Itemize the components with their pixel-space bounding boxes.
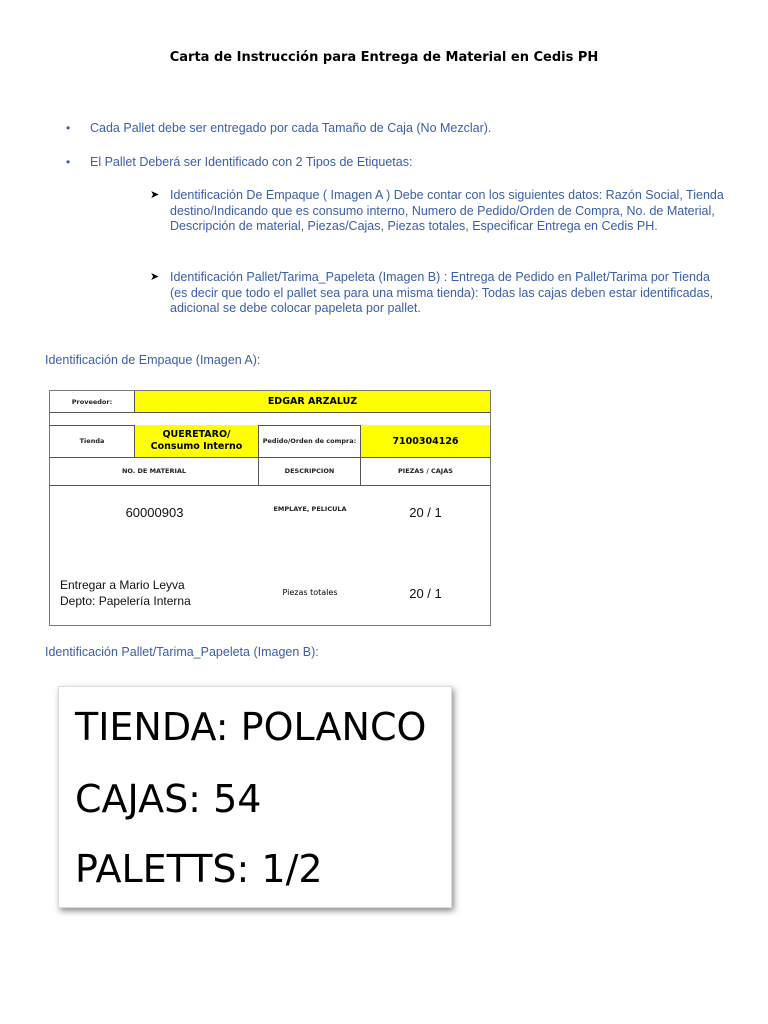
spacer-row [50, 412, 490, 426]
image-a-heading: Identificación de Empaque (Imagen A): [45, 353, 261, 367]
pallet-label-cajas: CAJAS: 54 [75, 777, 262, 821]
material-description: EMPLAYE, PELICULA [273, 505, 347, 513]
pallet-label-tienda: TIENDA: POLANCO [75, 705, 427, 749]
col-material-header: NO. DE MATERIAL [50, 457, 259, 485]
col-piezas-header: PIEZAS / CAJAS [398, 467, 453, 475]
pallet-label-image-b [58, 686, 452, 908]
piezas-cajas: 20 / 1 [409, 505, 442, 520]
proveedor-value: EDGAR ARZALUZ [135, 391, 490, 412]
delivery-note-line: Depto: Papelería Interna [60, 594, 191, 608]
sub-bullet-item [150, 270, 730, 317]
pedido-label: Pedido/Orden de compra: [259, 425, 361, 457]
tienda-value [135, 425, 259, 457]
column-header-row [50, 457, 490, 486]
tienda-value-line: QUERETARO/ [162, 429, 231, 440]
bullet-item: • El Pallet Deberá ser Identificado con 2 Tipos de Etiquetas: [60, 154, 412, 170]
piezas-totales-value: 20 / 1 [409, 586, 442, 601]
tienda-row [50, 425, 490, 458]
proveedor-label: Proveedor: [50, 391, 135, 412]
piezas-totales-label: Piezas totales [282, 588, 338, 597]
bullet-item: • Cada Pallet debe ser entregado por cada Tamaño de Caja (No Mezclar). [60, 120, 491, 136]
delivery-note [60, 577, 191, 609]
arrow-bullet-icon: ➤ [150, 189, 160, 201]
sub-bullet-item [150, 188, 730, 235]
image-b-heading: Identificación Pallet/Tarima_Papeleta (Imagen B): [45, 645, 319, 659]
packaging-label-image-a [49, 390, 491, 626]
col-descripcion-header: DESCRIPCION [259, 457, 361, 485]
sub-bullet-text: Identificación De Empaque ( Imagen A ) Debe contar con los siguientes datos: Razón Social, Tienda destino/Indicando que es consumo interno, Numero de Pedido/Orden de Compra, No. de Material, Descripción de material, Piezas/Cajas, Piezas totales, Especificar Entrega en Cedis PH. [170, 188, 724, 233]
arrow-bullet-icon: ➤ [150, 271, 160, 283]
page-title: Carta de Instrucción para Entrega de Material en Cedis PH [169, 50, 599, 65]
delivery-note-line: Entregar a Mario Leyva [60, 578, 185, 592]
material-number: 60000903 [125, 505, 184, 520]
pedido-value: 7100304126 [361, 425, 490, 457]
sub-bullet-text: Identificación Pallet/Tarima_Papeleta (Imagen B) : Entrega de Pedido en Pallet/Tarima por Tienda (es decir que todo el pallet sea para una misma tienda): Todas las cajas deben estar identificadas, adicional se debe colocar papeleta por pallet. [170, 270, 714, 315]
pallet-label-paletts: PALETTS: 1/2 [75, 847, 323, 891]
tienda-value-line: Consumo Interno [150, 441, 243, 452]
proveedor-row [50, 391, 490, 413]
tienda-label: Tienda [50, 425, 135, 457]
